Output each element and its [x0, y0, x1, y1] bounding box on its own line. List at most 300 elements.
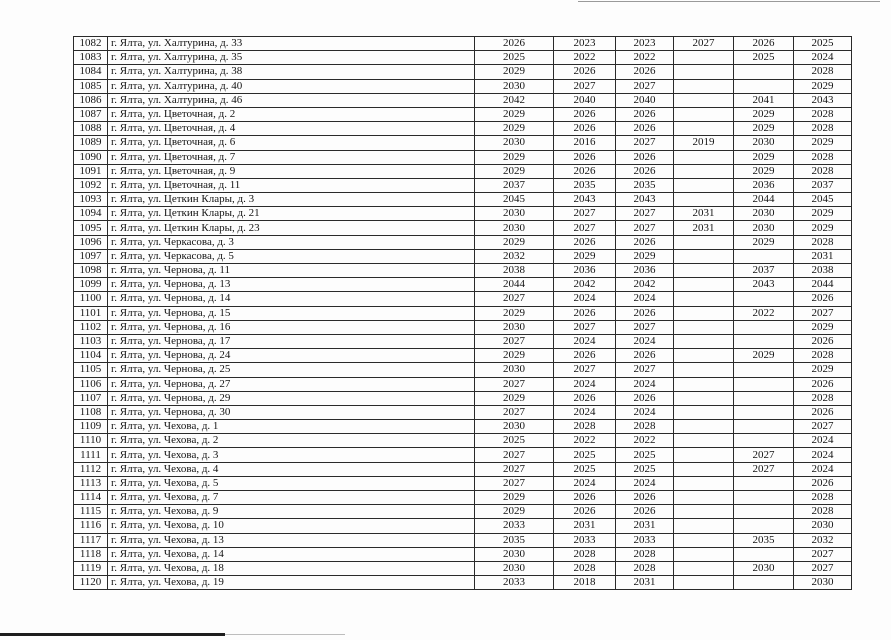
year-cell: 2025 [616, 448, 674, 462]
year-cell: 2027 [554, 363, 616, 377]
year-cell: 2028 [794, 391, 852, 405]
year-cell [734, 476, 794, 490]
year-cell: 2045 [794, 193, 852, 207]
year-cell: 2026 [554, 65, 616, 79]
table-row [74, 221, 852, 235]
year-cell [674, 193, 734, 207]
year-cell: 2027 [616, 79, 674, 93]
year-cell: 2016 [554, 136, 616, 150]
address-cell: г. Ялта, ул. Цветочная, д. 9 [108, 164, 475, 178]
year-cell: 2026 [554, 107, 616, 121]
year-cell: 2027 [475, 448, 554, 462]
year-cell: 2026 [616, 164, 674, 178]
year-cell: 2028 [554, 547, 616, 561]
year-cell: 2033 [475, 576, 554, 590]
year-cell: 2043 [734, 278, 794, 292]
year-cell: 2029 [794, 320, 852, 334]
year-cell: 2029 [475, 505, 554, 519]
year-cell: 2025 [554, 448, 616, 462]
row-number-cell: 1115 [74, 505, 108, 519]
year-cell: 2026 [616, 122, 674, 136]
table-row [74, 264, 852, 278]
address-cell: г. Ялта, ул. Чернова, д. 13 [108, 278, 475, 292]
year-cell: 2024 [616, 334, 674, 348]
year-cell: 2030 [475, 320, 554, 334]
year-cell: 2029 [794, 79, 852, 93]
table-row [74, 306, 852, 320]
row-number-cell: 1091 [74, 164, 108, 178]
year-cell: 2028 [616, 561, 674, 575]
address-cell: г. Ялта, ул. Черкасова, д. 3 [108, 235, 475, 249]
row-number-cell: 1087 [74, 107, 108, 121]
table-row [74, 547, 852, 561]
year-cell: 2024 [794, 51, 852, 65]
year-cell [674, 476, 734, 490]
row-number-cell: 1094 [74, 207, 108, 221]
year-cell: 2026 [554, 150, 616, 164]
year-cell: 2031 [616, 576, 674, 590]
table-row [74, 122, 852, 136]
year-cell [674, 377, 734, 391]
year-cell: 2026 [554, 235, 616, 249]
year-cell: 2045 [475, 193, 554, 207]
table-row [74, 51, 852, 65]
table-row [74, 150, 852, 164]
year-cell [734, 65, 794, 79]
year-cell: 2030 [475, 547, 554, 561]
year-cell: 2026 [554, 491, 616, 505]
year-cell [674, 306, 734, 320]
year-cell: 2030 [734, 221, 794, 235]
year-cell: 2029 [794, 136, 852, 150]
year-cell: 2027 [734, 448, 794, 462]
year-cell: 2026 [794, 405, 852, 419]
year-cell: 2030 [734, 561, 794, 575]
year-cell [674, 405, 734, 419]
year-cell: 2030 [794, 519, 852, 533]
year-cell: 2042 [554, 278, 616, 292]
address-cell: г. Ялта, ул. Цветочная, д. 7 [108, 150, 475, 164]
address-cell: г. Ялта, ул. Чехова, д. 3 [108, 448, 475, 462]
year-cell: 2035 [616, 178, 674, 192]
row-number-cell: 1108 [74, 405, 108, 419]
table-row [74, 278, 852, 292]
year-cell [674, 249, 734, 263]
year-cell [674, 434, 734, 448]
year-cell [674, 79, 734, 93]
year-cell: 2028 [794, 107, 852, 121]
year-cell: 2038 [475, 264, 554, 278]
year-cell: 2026 [734, 37, 794, 51]
table-row [74, 476, 852, 490]
year-cell: 2032 [794, 533, 852, 547]
year-cell [734, 320, 794, 334]
row-number-cell: 1107 [74, 391, 108, 405]
address-cell: г. Ялта, ул. Цеткин Клары, д. 3 [108, 193, 475, 207]
year-cell: 2032 [475, 249, 554, 263]
address-cell: г. Ялта, ул. Цветочная, д. 11 [108, 178, 475, 192]
year-cell: 2028 [794, 65, 852, 79]
address-cell: г. Ялта, ул. Чехова, д. 2 [108, 434, 475, 448]
year-cell: 2028 [554, 420, 616, 434]
row-number-cell: 1100 [74, 292, 108, 306]
year-cell: 2026 [616, 491, 674, 505]
year-cell [674, 107, 734, 121]
year-cell: 2043 [794, 93, 852, 107]
year-cell: 2027 [616, 363, 674, 377]
year-cell: 2029 [794, 221, 852, 235]
year-cell: 2022 [734, 306, 794, 320]
address-cell: г. Ялта, ул. Чернова, д. 25 [108, 363, 475, 377]
scan-edge-line-top [578, 1, 880, 2]
year-cell: 2030 [475, 561, 554, 575]
address-cell: г. Ялта, ул. Чехова, д. 14 [108, 547, 475, 561]
year-cell: 2024 [554, 377, 616, 391]
address-cell: г. Ялта, ул. Чернова, д. 11 [108, 264, 475, 278]
table-row [74, 391, 852, 405]
address-cell: г. Ялта, ул. Халтурина, д. 33 [108, 37, 475, 51]
row-number-cell: 1101 [74, 306, 108, 320]
table-row [74, 249, 852, 263]
year-cell: 2027 [616, 136, 674, 150]
address-cell: г. Ялта, ул. Чернова, д. 30 [108, 405, 475, 419]
year-cell: 2026 [616, 349, 674, 363]
row-number-cell: 1102 [74, 320, 108, 334]
table-row [74, 37, 852, 51]
year-cell: 2030 [475, 207, 554, 221]
year-cell: 2026 [616, 306, 674, 320]
year-cell [674, 122, 734, 136]
year-cell: 2028 [794, 235, 852, 249]
year-cell: 2028 [794, 122, 852, 136]
year-cell: 2026 [616, 150, 674, 164]
year-cell: 2026 [616, 65, 674, 79]
address-cell: г. Ялта, ул. Халтурина, д. 38 [108, 65, 475, 79]
year-cell: 2036 [554, 264, 616, 278]
row-number-cell: 1114 [74, 491, 108, 505]
year-cell: 2029 [554, 249, 616, 263]
year-cell: 2024 [616, 476, 674, 490]
year-cell: 2026 [554, 164, 616, 178]
year-cell [674, 178, 734, 192]
year-cell: 2029 [475, 391, 554, 405]
year-cell [674, 235, 734, 249]
year-cell: 2030 [475, 363, 554, 377]
year-cell: 2026 [794, 476, 852, 490]
table-row [74, 207, 852, 221]
year-cell [674, 150, 734, 164]
address-cell: г. Ялта, ул. Чехова, д. 9 [108, 505, 475, 519]
table-row [74, 434, 852, 448]
address-cell: г. Ялта, ул. Чернова, д. 16 [108, 320, 475, 334]
row-number-cell: 1097 [74, 249, 108, 263]
year-cell: 2029 [475, 65, 554, 79]
year-cell: 2027 [794, 547, 852, 561]
year-cell: 2028 [794, 349, 852, 363]
year-cell: 2036 [616, 264, 674, 278]
address-cell: г. Ялта, ул. Халтурина, д. 35 [108, 51, 475, 65]
year-cell [734, 405, 794, 419]
address-cell: г. Ялта, ул. Чехова, д. 5 [108, 476, 475, 490]
year-cell: 2033 [475, 519, 554, 533]
year-cell: 2044 [475, 278, 554, 292]
year-cell: 2027 [674, 37, 734, 51]
year-cell: 2027 [554, 320, 616, 334]
row-number-cell: 1099 [74, 278, 108, 292]
year-cell: 2029 [475, 107, 554, 121]
year-cell: 2027 [554, 221, 616, 235]
address-cell: г. Ялта, ул. Чернова, д. 29 [108, 391, 475, 405]
year-cell: 2024 [554, 476, 616, 490]
table-row [74, 491, 852, 505]
year-cell: 2026 [554, 349, 616, 363]
year-cell: 2044 [794, 278, 852, 292]
row-number-cell: 1110 [74, 434, 108, 448]
year-cell: 2026 [554, 505, 616, 519]
year-cell: 2028 [794, 150, 852, 164]
year-cell [674, 576, 734, 590]
year-cell [674, 420, 734, 434]
year-cell: 2041 [734, 93, 794, 107]
table-row [74, 349, 852, 363]
year-cell: 2027 [616, 221, 674, 235]
address-cell: г. Ялта, ул. Чехова, д. 13 [108, 533, 475, 547]
year-cell: 2027 [794, 561, 852, 575]
year-cell [734, 519, 794, 533]
year-cell: 2026 [616, 235, 674, 249]
address-cell: г. Ялта, ул. Черкасова, д. 5 [108, 249, 475, 263]
year-cell [674, 65, 734, 79]
year-cell: 2027 [734, 462, 794, 476]
year-cell: 2024 [554, 405, 616, 419]
year-cell: 2026 [616, 391, 674, 405]
table-row [74, 334, 852, 348]
table-row [74, 576, 852, 590]
year-cell: 2027 [475, 377, 554, 391]
year-cell [734, 420, 794, 434]
row-number-cell: 1088 [74, 122, 108, 136]
table-row [74, 136, 852, 150]
year-cell: 2029 [734, 107, 794, 121]
row-number-cell: 1119 [74, 561, 108, 575]
year-cell: 2027 [794, 420, 852, 434]
year-cell: 2025 [475, 434, 554, 448]
year-cell: 2043 [554, 193, 616, 207]
year-cell: 2037 [734, 264, 794, 278]
row-number-cell: 1117 [74, 533, 108, 547]
row-number-cell: 1089 [74, 136, 108, 150]
year-cell: 2024 [554, 292, 616, 306]
table-row [74, 505, 852, 519]
table-row [74, 164, 852, 178]
year-cell: 2042 [475, 93, 554, 107]
table-row [74, 178, 852, 192]
year-cell: 2026 [554, 391, 616, 405]
year-cell: 2031 [674, 221, 734, 235]
year-cell: 2028 [554, 561, 616, 575]
table-row [74, 561, 852, 575]
year-cell: 2024 [794, 448, 852, 462]
year-cell: 2025 [616, 462, 674, 476]
table-row [74, 65, 852, 79]
row-number-cell: 1103 [74, 334, 108, 348]
year-cell [734, 505, 794, 519]
row-number-cell: 1083 [74, 51, 108, 65]
year-cell: 2018 [554, 576, 616, 590]
table-row [74, 193, 852, 207]
address-cell: г. Ялта, ул. Чернова, д. 17 [108, 334, 475, 348]
address-cell: г. Ялта, ул. Чехова, д. 18 [108, 561, 475, 575]
year-cell: 2030 [475, 420, 554, 434]
year-cell: 2030 [475, 79, 554, 93]
row-number-cell: 1086 [74, 93, 108, 107]
year-cell [674, 51, 734, 65]
year-cell [674, 93, 734, 107]
row-number-cell: 1111 [74, 448, 108, 462]
data-table [73, 36, 852, 590]
address-cell: г. Ялта, ул. Чернова, д. 15 [108, 306, 475, 320]
address-cell: г. Ялта, ул. Халтурина, д. 46 [108, 93, 475, 107]
year-cell: 2026 [616, 107, 674, 121]
year-cell: 2027 [475, 476, 554, 490]
year-cell: 2028 [616, 420, 674, 434]
year-cell: 2036 [734, 178, 794, 192]
year-cell: 2029 [475, 122, 554, 136]
year-cell [734, 363, 794, 377]
year-cell [674, 533, 734, 547]
year-cell: 2029 [475, 491, 554, 505]
year-cell: 2027 [475, 462, 554, 476]
address-cell: г. Ялта, ул. Цеткин Клары, д. 23 [108, 221, 475, 235]
year-cell: 2026 [475, 37, 554, 51]
year-cell: 2028 [794, 164, 852, 178]
year-cell: 2025 [554, 462, 616, 476]
year-cell: 2029 [734, 122, 794, 136]
year-cell: 2033 [554, 533, 616, 547]
table-row [74, 519, 852, 533]
table-row [74, 107, 852, 121]
address-cell: г. Ялта, ул. Чехова, д. 1 [108, 420, 475, 434]
year-cell: 2026 [794, 292, 852, 306]
year-cell [674, 264, 734, 278]
row-number-cell: 1105 [74, 363, 108, 377]
year-cell [734, 249, 794, 263]
year-cell: 2029 [475, 306, 554, 320]
address-cell: г. Ялта, ул. Чехова, д. 19 [108, 576, 475, 590]
table-row [74, 320, 852, 334]
table-row [74, 377, 852, 391]
year-cell: 2026 [794, 377, 852, 391]
year-cell: 2024 [616, 405, 674, 419]
year-cell: 2024 [616, 292, 674, 306]
year-cell: 2030 [475, 136, 554, 150]
address-cell: г. Ялта, ул. Чехова, д. 10 [108, 519, 475, 533]
address-cell: г. Ялта, ул. Чехова, д. 7 [108, 491, 475, 505]
year-cell: 2037 [475, 178, 554, 192]
year-cell: 2042 [616, 278, 674, 292]
year-cell [734, 377, 794, 391]
table-row [74, 93, 852, 107]
year-cell [734, 547, 794, 561]
year-cell: 2029 [475, 150, 554, 164]
scan-edge-line-bottom [0, 633, 225, 636]
year-cell: 2035 [475, 533, 554, 547]
year-cell: 2029 [475, 164, 554, 178]
year-cell [674, 334, 734, 348]
year-cell: 2023 [554, 37, 616, 51]
row-number-cell: 1084 [74, 65, 108, 79]
year-cell [734, 79, 794, 93]
year-cell: 2029 [734, 164, 794, 178]
row-number-cell: 1116 [74, 519, 108, 533]
year-cell: 2037 [794, 178, 852, 192]
year-cell: 2029 [794, 363, 852, 377]
address-cell: г. Ялта, ул. Чернова, д. 24 [108, 349, 475, 363]
year-cell: 2027 [794, 306, 852, 320]
year-cell: 2027 [554, 79, 616, 93]
year-cell: 2029 [616, 249, 674, 263]
year-cell [734, 491, 794, 505]
year-cell: 2027 [475, 292, 554, 306]
year-cell: 2035 [734, 533, 794, 547]
row-number-cell: 1106 [74, 377, 108, 391]
year-cell: 2023 [616, 37, 674, 51]
year-cell: 2026 [554, 306, 616, 320]
row-number-cell: 1112 [74, 462, 108, 476]
row-number-cell: 1096 [74, 235, 108, 249]
year-cell [734, 434, 794, 448]
year-cell [674, 164, 734, 178]
year-cell [674, 363, 734, 377]
table-row [74, 292, 852, 306]
table-row [74, 533, 852, 547]
year-cell: 2038 [794, 264, 852, 278]
address-cell: г. Ялта, ул. Цветочная, д. 6 [108, 136, 475, 150]
year-cell [674, 391, 734, 405]
row-number-cell: 1093 [74, 193, 108, 207]
year-cell: 2022 [616, 51, 674, 65]
address-cell: г. Ялта, ул. Чернова, д. 27 [108, 377, 475, 391]
table-body [74, 37, 852, 590]
year-cell [734, 576, 794, 590]
year-cell: 2031 [674, 207, 734, 221]
year-cell [734, 292, 794, 306]
year-cell: 2027 [475, 405, 554, 419]
year-cell [674, 505, 734, 519]
year-cell: 2029 [734, 150, 794, 164]
address-cell: г. Ялта, ул. Цветочная, д. 4 [108, 122, 475, 136]
year-cell: 2030 [734, 136, 794, 150]
address-cell: г. Ялта, ул. Халтурина, д. 40 [108, 79, 475, 93]
year-cell: 2025 [794, 37, 852, 51]
year-cell: 2026 [794, 334, 852, 348]
year-cell: 2027 [475, 334, 554, 348]
year-cell: 2028 [616, 547, 674, 561]
row-number-cell: 1098 [74, 264, 108, 278]
row-number-cell: 1118 [74, 547, 108, 561]
year-cell: 2029 [475, 349, 554, 363]
row-number-cell: 1095 [74, 221, 108, 235]
year-cell: 2026 [554, 122, 616, 136]
year-cell: 2024 [794, 434, 852, 448]
year-cell: 2027 [616, 320, 674, 334]
row-number-cell: 1085 [74, 79, 108, 93]
year-cell [734, 334, 794, 348]
table-row [74, 405, 852, 419]
year-cell: 2024 [616, 377, 674, 391]
address-cell: г. Ялта, ул. Цеткин Клары, д. 21 [108, 207, 475, 221]
year-cell: 2025 [734, 51, 794, 65]
